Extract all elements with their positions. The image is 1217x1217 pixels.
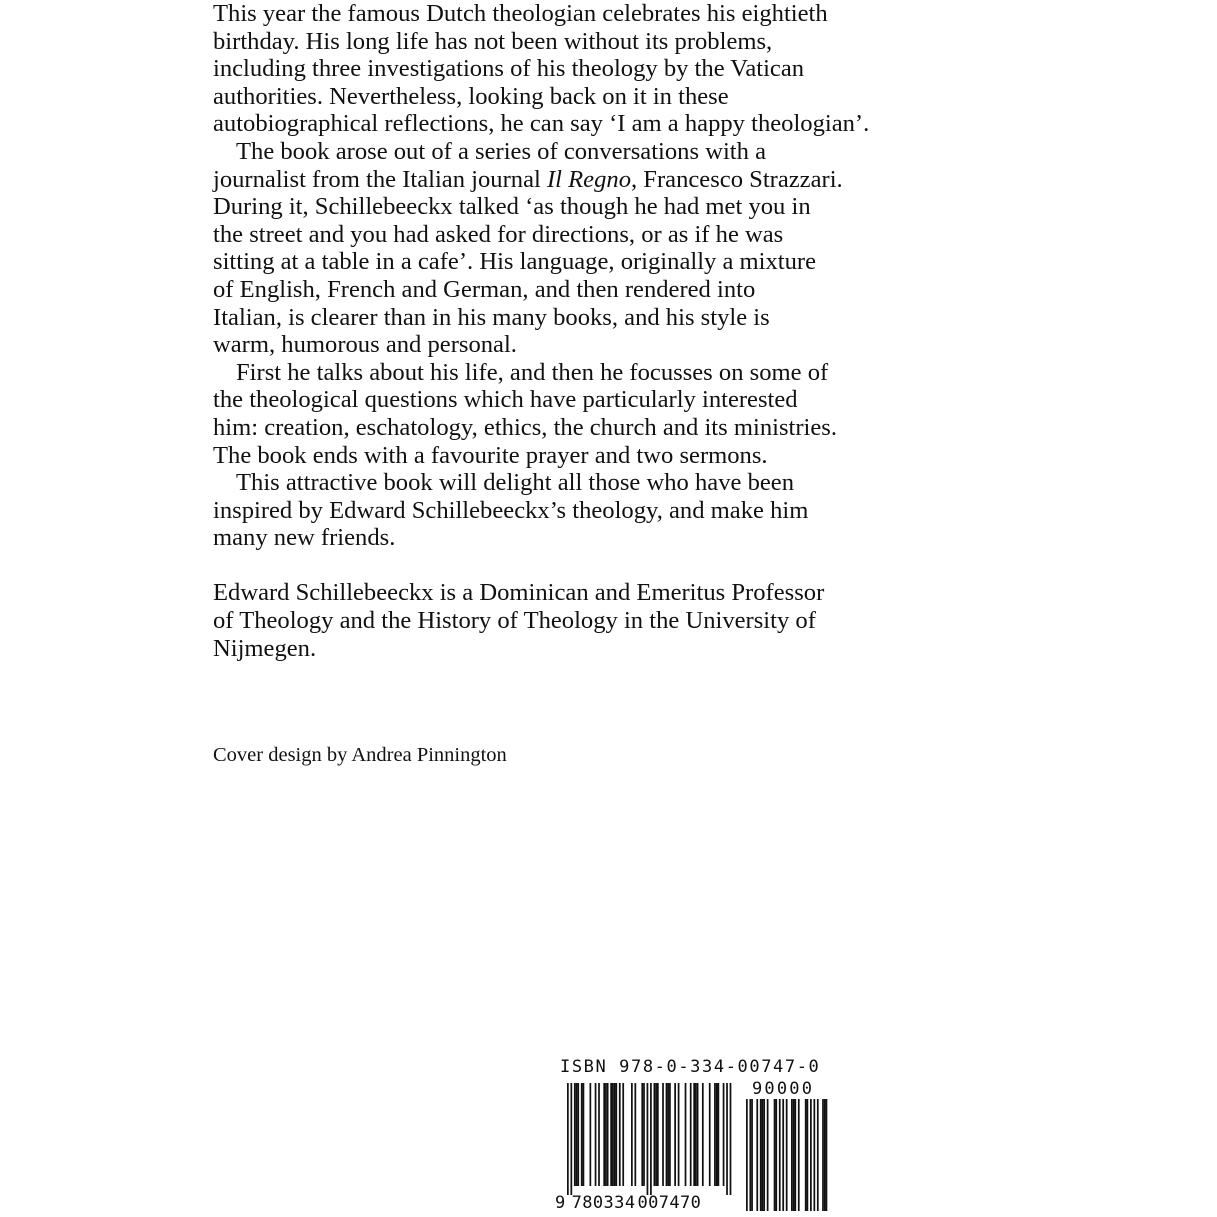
text-line: Edward Schillebeeckx is a Dominican and Emeritus Professor bbox=[213, 579, 825, 607]
barcode-bar bbox=[614, 1083, 616, 1186]
barcode-bar bbox=[662, 1083, 664, 1186]
barcode-bar bbox=[631, 1083, 633, 1186]
addon-bar bbox=[760, 1099, 762, 1211]
addon-bar bbox=[775, 1099, 777, 1211]
barcode-bar bbox=[693, 1083, 695, 1186]
text-line: Nijmegen. bbox=[213, 634, 317, 662]
addon-bar bbox=[817, 1099, 819, 1211]
addon-bar bbox=[798, 1099, 800, 1211]
isbn-barcode bbox=[553, 1055, 833, 1217]
barcode-bar bbox=[730, 1083, 732, 1195]
text-line: During it, Schillebeeckx talked ‘as though he had met you in bbox=[213, 193, 811, 221]
addon-bar bbox=[782, 1099, 784, 1211]
barcode-bar bbox=[634, 1083, 636, 1186]
addon-bar bbox=[746, 1099, 748, 1211]
barcode-bar bbox=[603, 1083, 605, 1186]
cover-design-credit: Cover design by Andrea Pinnington bbox=[213, 744, 507, 766]
text-line: him: creation, eschatology, ethics, the church and its ministries. bbox=[213, 413, 838, 441]
barcode-bar bbox=[654, 1083, 656, 1186]
addon-bar bbox=[794, 1099, 796, 1211]
barcode-bar bbox=[598, 1083, 600, 1186]
addon-bar bbox=[767, 1099, 769, 1211]
barcode-bar bbox=[612, 1083, 614, 1186]
barcode-bar bbox=[723, 1083, 725, 1186]
barcode-bar bbox=[697, 1083, 699, 1186]
text-line: This attractive book will delight all those who have been bbox=[236, 469, 794, 497]
blurb-paragraph-4 bbox=[213, 469, 863, 552]
text-line: warm, humorous and personal. bbox=[213, 331, 517, 359]
addon-bar bbox=[810, 1099, 812, 1211]
barcode-bar bbox=[622, 1083, 624, 1186]
ean-left-group: 780334 bbox=[571, 1193, 636, 1213]
addon-bar bbox=[824, 1099, 826, 1211]
barcode-bar bbox=[726, 1083, 728, 1195]
ean-digits bbox=[555, 1191, 701, 1215]
addon-barcode-bars bbox=[746, 1099, 827, 1211]
barcode-bar bbox=[714, 1083, 716, 1186]
barcode-bar bbox=[605, 1083, 607, 1186]
addon-bar bbox=[805, 1099, 807, 1211]
back-cover-blurb bbox=[213, 0, 870, 662]
blurb-paragraph-2 bbox=[213, 138, 863, 359]
barcode-bar bbox=[595, 1083, 597, 1186]
ean-right-group: 007470 bbox=[637, 1193, 702, 1213]
barcode-bar bbox=[716, 1083, 718, 1186]
text-line: including three investigations of his theology by the Vatican bbox=[213, 55, 805, 83]
barcode-bar bbox=[567, 1083, 569, 1195]
barcode-bar bbox=[678, 1083, 680, 1186]
barcode-bar bbox=[619, 1083, 621, 1186]
addon-bar bbox=[786, 1099, 788, 1211]
barcode-bar bbox=[610, 1083, 612, 1186]
barcode-bar bbox=[583, 1083, 585, 1186]
addon-bar bbox=[774, 1099, 776, 1211]
blurb-paragraph-1 bbox=[213, 0, 870, 138]
text-line-with-italic: journalist from the Italian journal Il Regno, Francesco Strazzari. bbox=[213, 165, 843, 193]
isbn-label: ISBN 978-0-334-00747-0 bbox=[560, 1057, 821, 1077]
barcode-bar bbox=[674, 1083, 676, 1186]
barcode-bar bbox=[581, 1083, 583, 1186]
text-line: This year the famous Dutch theologian celebrates his eightieth bbox=[213, 0, 828, 27]
addon-digits: 90000 bbox=[752, 1079, 815, 1099]
text-line: of Theology and the History of Theology in the University of bbox=[213, 607, 816, 635]
barcode-bar bbox=[667, 1083, 669, 1186]
barcode-bar bbox=[702, 1083, 704, 1186]
addon-bar bbox=[813, 1099, 815, 1211]
text-line: autobiographical reflections, he can say ‘I am a happy theologian’. bbox=[213, 110, 870, 138]
text-line: of English, French and German, and then rendered into bbox=[213, 275, 756, 303]
barcode-bar bbox=[718, 1083, 720, 1186]
text-line: The book ends with a favourite prayer and two sermons. bbox=[213, 441, 768, 469]
barcode-bar bbox=[615, 1083, 617, 1186]
barcode-bar bbox=[577, 1083, 579, 1186]
text-line: many new friends. bbox=[213, 524, 396, 552]
addon-bar bbox=[791, 1099, 793, 1211]
barcode-bar bbox=[574, 1083, 576, 1186]
addon-bar bbox=[779, 1099, 781, 1211]
text-line: The book arose out of a series of conversations with a bbox=[236, 137, 766, 165]
addon-bar bbox=[826, 1099, 828, 1211]
text-line: the street and you had asked for directions, or as if he was bbox=[213, 220, 784, 248]
barcode-bar bbox=[641, 1083, 643, 1186]
barcode-bar bbox=[666, 1083, 668, 1186]
barcode-bar bbox=[695, 1083, 697, 1186]
text-line: authorities. Nevertheless, looking back on it in these bbox=[213, 82, 729, 110]
text-line: the theological questions which have particularly interested bbox=[213, 386, 798, 414]
barcode-bar bbox=[709, 1083, 711, 1186]
ean-first-digit: 9 bbox=[555, 1193, 566, 1213]
barcode-bar bbox=[690, 1083, 692, 1186]
addon-bar bbox=[822, 1099, 824, 1211]
barcode-bar bbox=[685, 1083, 687, 1186]
addon-bar bbox=[756, 1099, 758, 1211]
barcode-bar bbox=[655, 1083, 657, 1186]
addon-bar bbox=[751, 1099, 753, 1211]
ean-barcode-bars bbox=[567, 1083, 731, 1195]
addon-bar bbox=[749, 1099, 751, 1211]
text-line: First he talks about his life, and then he focusses on some of bbox=[236, 358, 829, 386]
barcode-bar bbox=[643, 1083, 645, 1186]
addon-bar bbox=[793, 1099, 795, 1211]
text-line: Italian, is clearer than in his many books, and his style is bbox=[213, 303, 770, 331]
addon-bar bbox=[763, 1099, 765, 1211]
barcode-bar bbox=[607, 1083, 609, 1186]
barcode-bar bbox=[669, 1083, 671, 1186]
blurb-paragraph-3 bbox=[213, 359, 863, 469]
barcode-bar bbox=[576, 1083, 578, 1186]
text-line: birthday. His long life has not been without its problems, bbox=[213, 27, 773, 55]
text-line: sitting at a table in a cafe’. His language, originally a mixture bbox=[213, 248, 817, 276]
barcode-bar bbox=[657, 1083, 659, 1186]
addon-bar bbox=[762, 1099, 764, 1211]
barcode-bar bbox=[647, 1083, 649, 1195]
barcode-bar bbox=[570, 1083, 572, 1195]
barcode-bar bbox=[589, 1083, 591, 1186]
text-line: inspired by Edward Schillebeeckx’s theology, and make him bbox=[213, 496, 809, 524]
author-bio bbox=[213, 579, 863, 662]
addon-bar bbox=[807, 1099, 809, 1211]
barcode-bar bbox=[650, 1083, 652, 1195]
journal-title: Il Regno bbox=[546, 165, 631, 193]
